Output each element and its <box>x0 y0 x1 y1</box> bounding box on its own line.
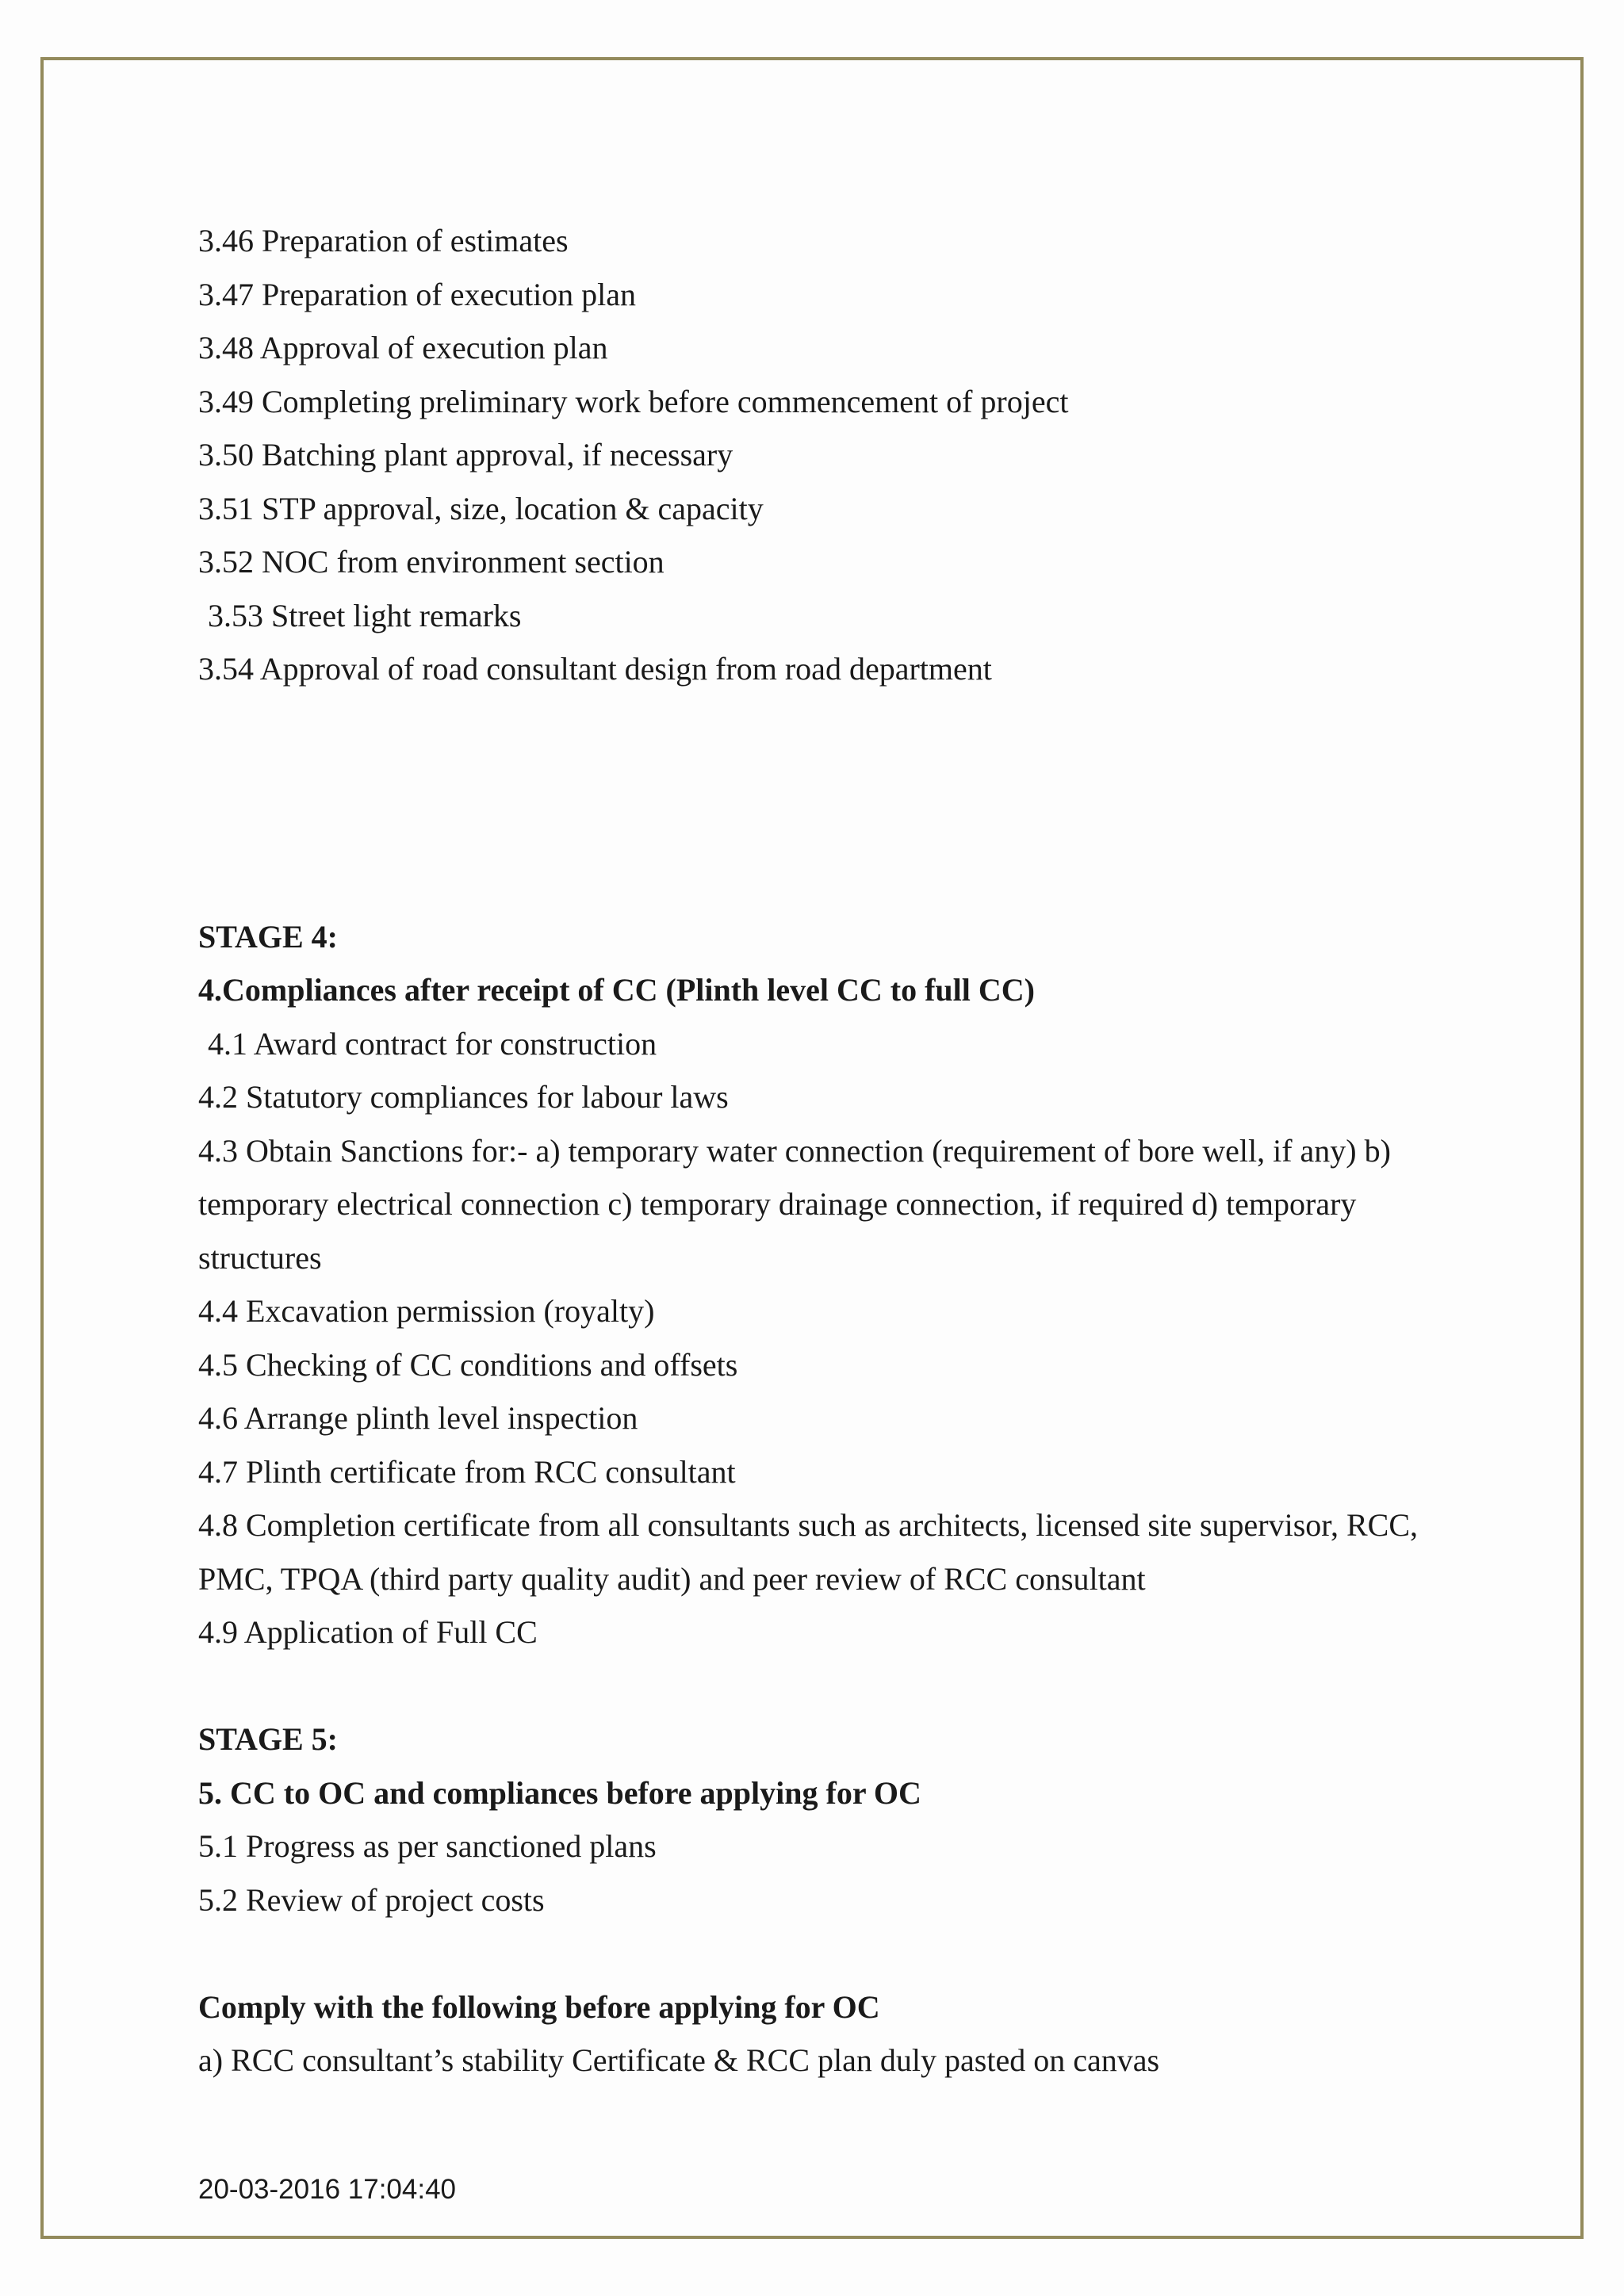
list-item: a) RCC consultant’s stability Certificate & RCC plan duly pasted on canvas <box>198 2042 1160 2078</box>
stage4-heading: STAGE 4: <box>198 918 338 955</box>
stage3-list <box>198 214 1451 696</box>
list-item: 3.51 STP approval, size, location & capacity <box>198 490 764 526</box>
stage5-section <box>198 1712 1451 1927</box>
footer-timestamp: 20-03-2016 17:04:40 <box>198 2174 456 2205</box>
list-item: 4.1 Award contract for construction <box>208 1025 657 1062</box>
comply-section <box>198 1980 1451 2087</box>
list-item: 3.47 Preparation of execution plan <box>198 276 637 312</box>
stage4-section <box>198 910 1451 1659</box>
stage5-title: 5. CC to OC and compliances before applying for OC <box>198 1774 921 1811</box>
list-item: 4.8 Completion certificate from all consultants such as architects, licensed site supervisor, RCC, PMC, TPQA (third party quality audit) and peer review of RCC consultant <box>198 1507 1419 1597</box>
list-item: 4.6 Arrange plinth level inspection <box>198 1400 638 1436</box>
comply-heading: Comply with the following before applying for OC <box>198 1988 880 2025</box>
list-item: 3.53 Street light remarks <box>208 597 522 633</box>
list-item: 5.2 Review of project costs <box>198 1881 545 1918</box>
list-item: 3.46 Preparation of estimates <box>198 223 569 258</box>
list-item: 4.5 Checking of CC conditions and offsets <box>198 1346 738 1383</box>
list-item: 4.2 Statutory compliances for labour laws <box>198 1079 729 1115</box>
list-item: 4.9 Application of Full CC <box>198 1614 538 1650</box>
list-item: 3.54 Approval of road consultant design from road department <box>198 651 992 687</box>
list-item: 4.7 Plinth certificate from RCC consultant <box>198 1453 736 1490</box>
list-item: 3.52 NOC from environment section <box>198 544 665 580</box>
list-item: 4.4 Excavation permission (royalty) <box>198 1293 655 1329</box>
stage4-title: 4.Compliances after receipt of CC (Plinth level CC to full CC) <box>198 972 1035 1008</box>
list-item: 5.1 Progress as per sanctioned plans <box>198 1828 657 1864</box>
list-item: 3.50 Batching plant approval, if necessary <box>198 437 733 473</box>
list-item: 3.48 Approval of execution plan <box>198 330 608 365</box>
list-item: 4.3 Obtain Sanctions for:- a) temporary water connection (requirement of bore well, if any) b) temporary electrical connection c) temporary drainage connection, if required d) temporary structures <box>198 1132 1391 1276</box>
stage5-heading: STAGE 5: <box>198 1721 338 1757</box>
document-body <box>198 214 1451 2087</box>
list-item: 3.49 Completing preliminary work before commencement of project <box>198 383 1069 419</box>
